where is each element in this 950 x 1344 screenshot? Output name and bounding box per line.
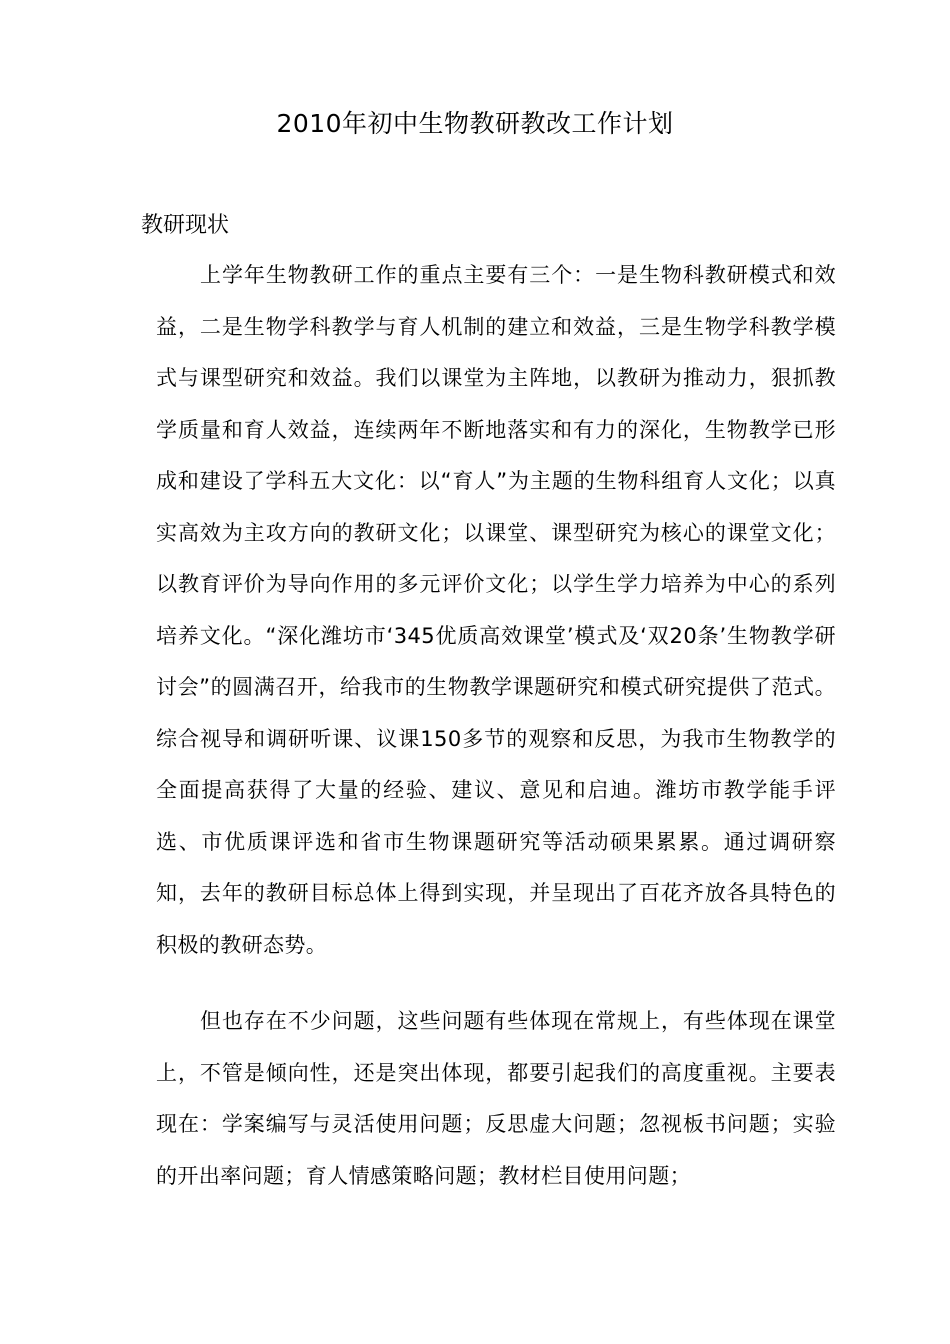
body-paragraph: 但也存在不少问题，这些问题有些体现在常规上，有些体现在课堂上，不管是倾向性，还是突出体现，都要引起我们的高度重视。主要表现在：学案编写与灵活使用问题；反思虚大问题；忽视板书问题；实验的开出率问题；育人情感策略问题；教材栏目使用问题； <box>156 1009 836 1188</box>
document-title: 2010年初中生物教研教改工作计划 <box>276 109 674 138</box>
section-heading: 教研现状 <box>141 213 230 238</box>
body-paragraph: 上学年生物教研工作的重点主要有三个：一是生物科教研模式和效益，二是生物学科教学与育人机制的建立和效益，三是生物学科教学模式与课型研究和效益。我们以课堂为主阵地，以教研为推动力，狠抓教学质量和育人效益，连续两年不断地落实和有力的深化，生物教学已形成和建设了学科五大文化：以“育人”为主题的生物科组育人文化；以真实高效为主攻方向的教研文化；以课堂、课型研究为核心的课堂文化；以教育评价为导向作用的多元评价文化；以学生学力培养为中心的系列培养文化。“深化潍坊市‘345优质高效课堂’模式及‘双20条’生物教学研讨会”的圆满召开，给我市的生物教学课题研究和模式研究提供了范式。综合视导和调研听课、议课150多节的观察和反思，为我市生物教学的全面提高获得了大量的经验、建议、意见和启迪。潍坊市教学能手评选、市优质课评选和省市生物课题研究等活动硕果累累。通过调研察知，去年的教研目标总体上得到实现，并呈现出了百花齐放各具特色的积极的教研态势。 <box>156 263 836 957</box>
